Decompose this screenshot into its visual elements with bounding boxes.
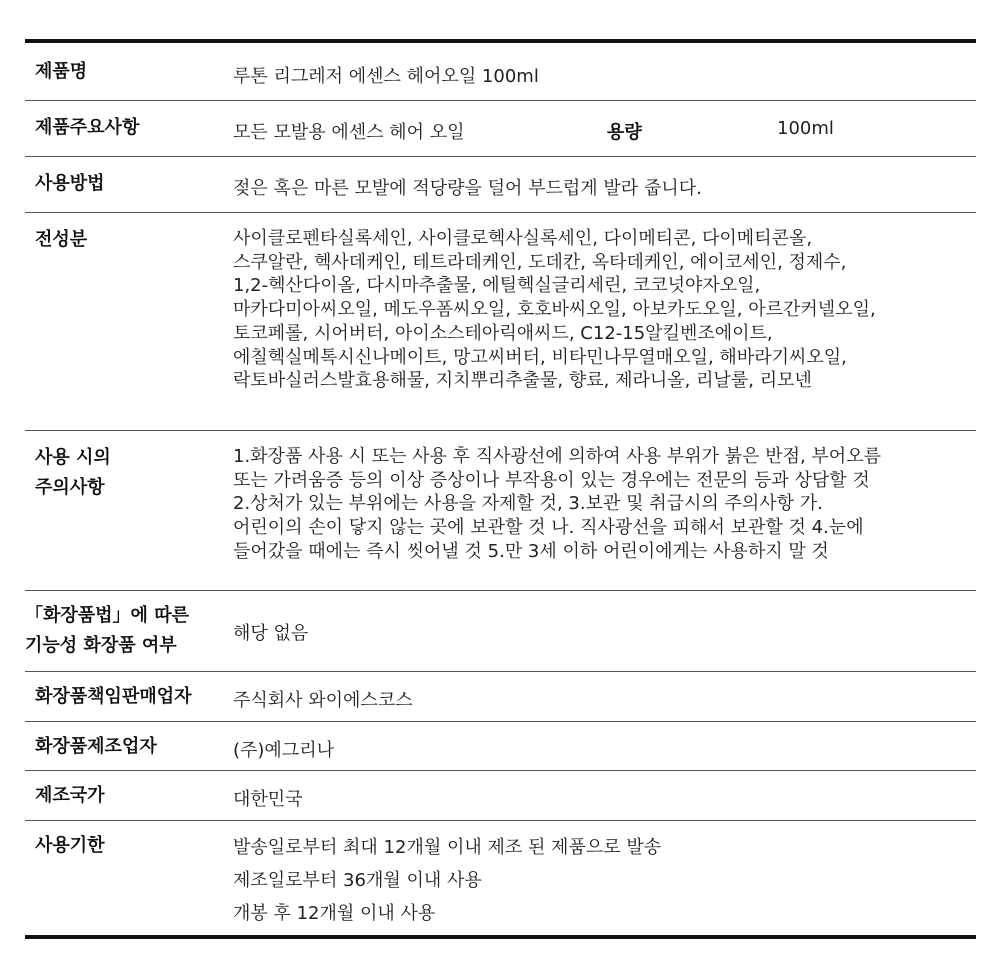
row-main-info [25, 101, 976, 157]
label-usage: 사용방법 [35, 173, 105, 194]
caution-line: 또는 가려움증 등의 이상 증상이나 부작용이 있는 경우에는 전문의 등과 상담할 것 [233, 469, 870, 491]
value-maker: (주)예그리나 [233, 740, 334, 761]
value-functional: 해당 없음 [233, 623, 309, 644]
label-main-info: 제품주요사항 [35, 117, 140, 138]
value-country: 대한민국 [233, 789, 303, 810]
label-ingredients: 전성분 [35, 229, 88, 250]
label-caution-line: 사용 시의 [35, 447, 111, 468]
label-functional [25, 601, 189, 661]
label-seller: 화장품책임판매업자 [35, 686, 192, 707]
label-functional-line: 기능성 화장품 여부 [25, 635, 177, 656]
row-usage [25, 157, 976, 213]
expiry-line: 개봉 후 12개월 이내 사용 [233, 903, 436, 924]
label-maker: 화장품제조업자 [35, 736, 157, 757]
row-expiry [25, 821, 976, 935]
row-caution [25, 431, 976, 591]
value-usage: 젖은 혹은 마른 모발에 적당량을 덜어 부드럽게 발라 줍니다. [233, 178, 702, 199]
caution-line: 2.상처가 있는 부위에는 사용을 자제할 것, 3.보관 및 취급시의 주의사항 가. [233, 493, 823, 515]
ingredients-line: 에칠헥실메톡시신나메이트, 망고씨버터, 비타민나무열매오일, 해바라기씨오일, [233, 346, 847, 368]
caution-line: 1.화장품 사용 시 또는 사용 후 직사광선에 의하여 사용 부위가 붉은 반점, 부어오름 [233, 446, 881, 467]
label-caution-line: 주의사항 [35, 477, 105, 498]
value-expiry [233, 831, 661, 930]
ingredients-line: 락토바실러스발효용해물, 지치뿌리추출물, 향료, 제라니올, 리날룰, 리모넨 [233, 370, 812, 392]
ingredients-line: 마카다미아씨오일, 메도우폼씨오일, 호호바씨오일, 아보카도오일, 아르간커넬오일, [233, 299, 876, 321]
row-product-name [25, 43, 976, 101]
expiry-line: 제조일로부터 36개월 이내 사용 [233, 870, 482, 891]
label-caution [35, 443, 111, 503]
caution-line: 어린이의 손이 닿지 않는 곳에 보관할 것 나. 직사광선을 피해서 보관할 것 4.눈에 [233, 517, 864, 539]
label-functional-line: 「화장품법」에 따른 [25, 605, 189, 626]
row-seller [25, 672, 976, 722]
expiry-line: 발송일로부터 최대 12개월 이내 제조 된 제품으로 발송 [233, 837, 662, 858]
value-product-name: 루톤 리그레저 에센스 헤어오일 100ml [233, 66, 539, 87]
label-volume: 용량 [607, 122, 642, 143]
caution-line: 들어갔을 때에는 즉시 씻어낼 것 5.만 3세 이하 어린이에게는 사용하지 말 것 [233, 540, 829, 562]
row-maker [25, 722, 976, 771]
product-info-table [25, 39, 976, 939]
value-volume: 100ml [777, 118, 834, 139]
value-ingredients [233, 227, 876, 393]
ingredients-line: 사이클로펜타실록세인, 사이클로헥사실록세인, 다이메티콘, 다이메티콘올, [233, 228, 813, 249]
ingredients-line: 토코페롤, 시어버터, 아이소스테아릭애씨드, C12-15알킬벤조에이트, [233, 322, 773, 344]
ingredients-line: 스쿠알란, 헥사데케인, 테트라데케인, 도데칸, 옥타데케인, 에이코세인, 정제수, [233, 251, 847, 273]
ingredients-line: 1,2-헥산다이올, 다시마추출물, 에틸헥실글리세린, 코코넛야자오일, [233, 275, 761, 297]
label-product-name: 제품명 [35, 61, 88, 82]
value-seller: 주식회사 와이에스코스 [233, 690, 413, 711]
row-functional [25, 591, 976, 672]
row-country [25, 771, 976, 821]
label-expiry: 사용기한 [35, 835, 105, 856]
value-main-info: 모든 모발용 에센스 헤어 오일 [233, 122, 465, 143]
label-country: 제조국가 [35, 785, 105, 806]
value-caution [233, 445, 881, 564]
row-ingredients [25, 213, 976, 431]
